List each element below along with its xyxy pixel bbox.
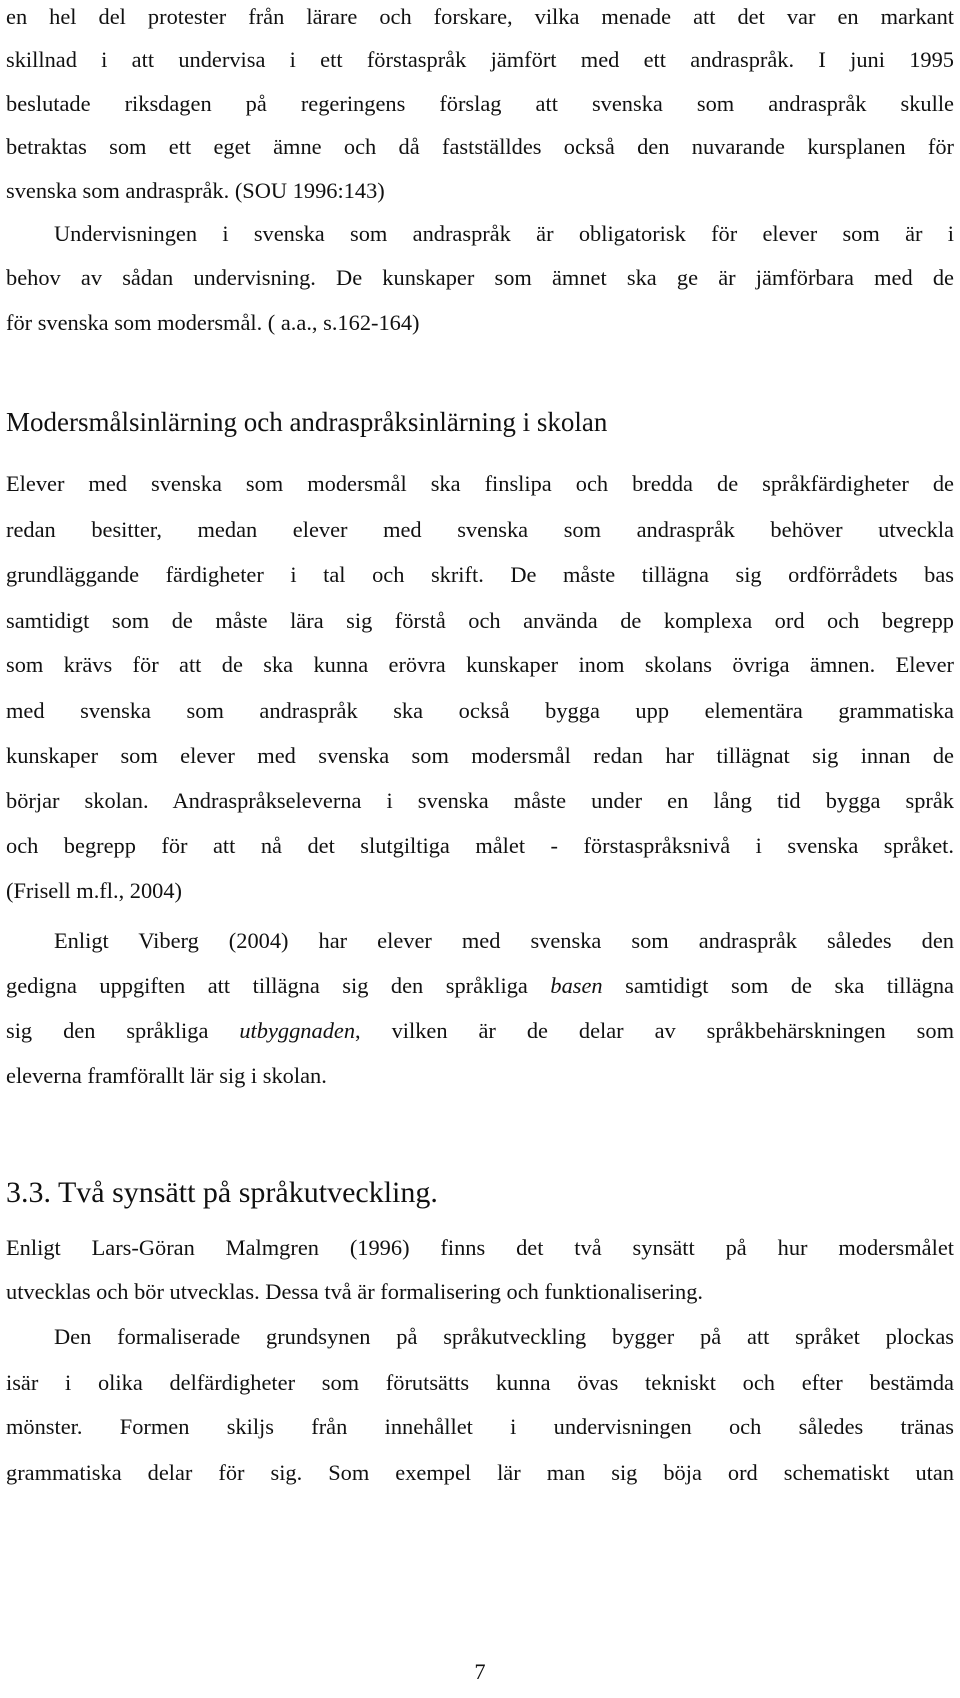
text-span: samtidigt som de ska tillägna [602,973,955,998]
text-line: samtidigt som de måste lära sig förstå och använda de komplexa ord och begrepp [6,608,954,633]
text-line: och begrepp för att nå det slutgiltiga målet - förstaspråksnivå i svenska språket. [6,833,954,858]
text-line: behov av sådan undervisning. De kunskaper som ämnet ska ge är jämförbara med de [6,265,954,290]
text-line: skillnad i att undervisa i ett förstaspråk jämfört med ett andraspråk. I juni 1995 [6,47,954,72]
text-line: svenska som andraspråk. (SOU 1996:143) [6,178,385,203]
text-line: en hel del protester från lärare och forskare, vilka menade att det var en markant [6,4,954,29]
text-line: Elever med svenska som modersmål ska finslipa och bredda de språkfärdigheter de [6,471,954,496]
text-line: kunskaper som elever med svenska som modersmål redan har tillägnat sig innan de [6,743,954,768]
text-line: med svenska som andraspråk ska också bygga upp elementära grammatiska [6,698,954,723]
text-line: betraktas som ett eget ämne och då fastställdes också den nuvarande kursplanen för [6,134,954,159]
text-line: för svenska som modersmål. ( a.a., s.162-164) [6,310,420,335]
text-line: eleverna framförallt lär sig i skolan. [6,1063,327,1088]
text-line: börjar skolan. Andraspråkseleverna i svenska måste under en lång tid bygga språk [6,788,954,813]
text-line: Undervisningen i svenska som andraspråk är obligatorisk för elever som är i [54,221,954,246]
text-line: som krävs för att de ska kunna erövra kunskaper inom skolans övriga ämnen. Elever [6,652,954,677]
text-line [6,1016,954,1046]
text-line: mönster. Formen skiljs från innehållet i undervisningen och således tränas [6,1414,954,1439]
section-heading: 3.3. Två synsätt på språkutveckling. [6,1176,438,1209]
text-span: gedigna uppgiften att tillägna sig den språkliga [6,973,551,998]
text-span: , vilken är de delar av språkbehärskningen som [355,1018,954,1043]
text-line: beslutade riksdagen på regeringens förslag att svenska som andraspråk skulle [6,91,954,116]
text-line: redan besitter, medan elever med svenska som andraspråk behöver utveckla [6,517,954,542]
text-line: Enligt Lars-Göran Malmgren (1996) finns det två synsätt på hur modersmålet [6,1235,954,1260]
emphasis-term: basen [550,973,603,998]
text-span: sig den språkliga [6,1018,240,1043]
text-line: Enligt Viberg (2004) har elever med svenska som andraspråk således den [54,928,954,953]
citation-line: (Frisell m.fl., 2004) [6,878,182,903]
section-heading: Modersmålsinlärning och andraspråksinlärning i skolan [6,407,608,437]
text-line: grammatiska delar för sig. Som exempel lär man sig böja ord schematiskt utan [6,1460,954,1485]
text-line: Den formaliserade grundsynen på språkutveckling bygger på att språket plockas [54,1324,954,1349]
emphasis-term: utbyggnaden [239,1018,356,1043]
text-line: grundläggande färdigheter i tal och skrift. De måste tillägna sig ordförrådets bas [6,562,954,587]
text-line [6,971,954,1001]
text-line: utvecklas och bör utvecklas. Dessa två är formalisering och funktionalisering. [6,1279,704,1304]
page-number: 7 [474,1659,486,1684]
text-line: isär i olika delfärdigheter som förutsätts kunna övas tekniskt och efter bestämda [6,1370,954,1395]
